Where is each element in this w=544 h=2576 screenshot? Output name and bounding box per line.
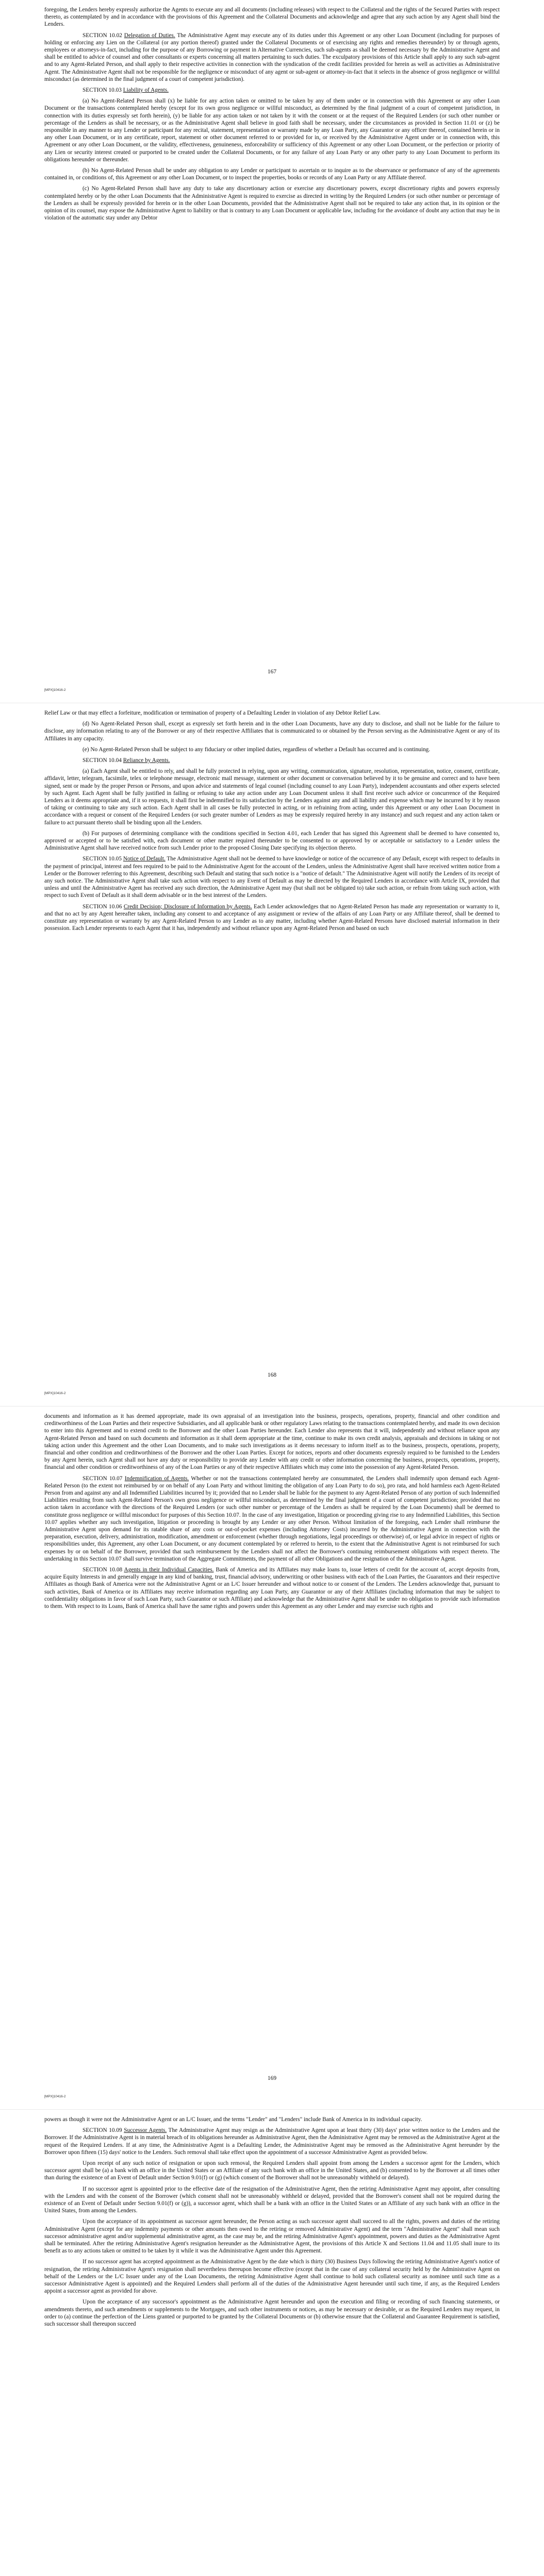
paragraph-text: The Administrative Agent may execute any of its duties under this Agreement or any other Loan Document (including for purposes of holding or enforcing any Lien on the Collateral (or any portion thereof) granted under the Collateral Documents or of exercising any rights and remedies thereunder) by or through agents, employees or attorneys-in-fact, including for the purpose of any Borrowing or payment in Alternative Currencies, such sub-agents as shall be deemed necessary by the Administrative Agent and shall be entitled to advice of counsel and other consultants or experts concerning all matters pertaining to such duties. The exculpatory provisions of this Article shall apply to any such sub-agent and to any Agent-Related Person, and shall apply to their respective activities in connection with the syndication of the credit facilities provided for herein as well as activities as Administrative Agent. The Administrative Agent shall not be responsible for the negligence or misconduct of any agent or sub-agent or attorney-in-fact that it selects in the absence of gross negligence or willful misconduct (as determined in the final judgment of a court of competent jurisdiction). [44, 32, 500, 82]
paragraph [44, 1475, 500, 1563]
paragraph [44, 746, 500, 753]
paragraph-text: The Administrative Agent may resign as the Administrative Agent upon at least thirty (30) days' prior written notice to the Lenders and the Borrower. If the Administrative Agent is in material breach of its obligations hereunder as Administrative Agent, then the Administrative Agent may be removed as the Administrative Agent at the request of the Required Lenders. If at any time, the Administrative Agent is a Defaulting Lender, the Administrative Agent may be removed as the Administrative Agent hereunder by the Borrower upon fifteen (15) days' notice to the Lenders. Such removal shall take effect upon the appointment of a successor Administrative Agent as provided below. [44, 2127, 500, 2156]
paragraph-text: Upon the acceptance of its appointment as successor agent hereunder, the Person acting as such successor agent shall succeed to all the rights, powers and duties of the retiring Administrative Agent (except for any indemnity payments or other amounts then owed to the retiring or removed Administrative Agent) and the term "Administrative Agent" shall mean such successor administrative agent and/or supplemental administrative agent, as the case may be, and the retiring Administrative Agent's appointment, powers and duties as the Administrative Agent shall be terminated. After the retiring Administrative Agent's resignation hereunder as the Administrative Agent, the provisions of this Article X and Sections 11.04 and 11.05 shall inure to its benefit as to any actions taken or omitted to be taken by it while it was the Administrative Agent under this Agreement. [44, 2218, 500, 2255]
paragraph [44, 32, 500, 83]
paragraph [44, 709, 500, 717]
paragraph [44, 1566, 500, 1610]
paragraph-text: Each Lender acknowledges that no Agent-Related Person has made any representation or warranty to it, and that no act by any Agent hereafter taken, including any consent to and acceptance of any assignment or review of the affairs of any Loan Party or any Affiliate thereof, shall be deemed to constitute any representation or warranty by any Agent-Related Person to any Lender as to any matter, including whether Agent-Related Persons have disclosed material information in their possession. Each Lender represents to each Agent that it has, independently and without reliance upon any Agent-Related Person and based on such [44, 903, 500, 932]
page-168 [0, 703, 544, 1406]
paragraph [44, 768, 500, 826]
paragraph [44, 2160, 500, 2182]
paragraph-text: (a) No Agent-Related Person shall (x) be liable for any action taken or omitted to be taken by any of them under or in connection with this Agreement or any other Loan Document or the transactions contemplated hereby (except for its own gross negligence or willful misconduct, as determined by the final judgment of a court of competent jurisdiction, in connection with its duties expressly set forth herein), (y) be liable for any action taken or not taken by it with the consent or at the request of the Required Lenders (or such other number or percentage of the Lenders as shall be necessary, or as the Administrative Agent shall believe in good faith shall be necessary, under the circumstances as provided in Section 11.01 or (z) be responsible in any manner to any Lender or participant for any recital, statement, representation or warranty made by any Loan Party, any Guarantor or any officer thereof, contained herein or in any other Loan Document, or in any certificate, report, statement or other document referred to or provided for in, or received by the Administrative Agent under or in connection with, this Agreement or any other Loan Document, or the validity, effectiveness, genuineness, enforceability or sufficiency of this Agreement or any other Loan Document, or the perfection or priority of any Lien or security interest created or purported to be created under the Collateral Documents, or for any failure of any Loan Party or any other party to any Loan Document to perform its obligations hereunder or thereunder. [44, 98, 500, 163]
page-number: 168 [267, 1372, 277, 1378]
section-heading: SECTION 10.07 Indemnification of Agents. [83, 1475, 189, 1482]
paragraph [44, 185, 500, 222]
document-code: [MPX]10416-2 [44, 2095, 66, 2098]
section-heading: SECTION 10.04 Reliance by Agents. [83, 757, 170, 764]
paragraph [44, 6, 500, 28]
paragraph-text: Upon the acceptance of any successor's appointment as the Administrative Agent hereunder and upon the execution and filing or recording of such financing statements, or amendments thereto, and such amendments or supplements to the Mortgages, and such other instruments or notices, as may be necessary or desirable, or as the Required Lenders may request, in order to (a) continue the perfection of the Liens granted or purported to be granted by the Collateral Documents or (b) otherwise ensure that the Collateral and Guarantee Requirement is satisfied, such successor shall thereupon succeed [44, 2299, 500, 2328]
paragraph-text: (a) Each Agent shall be entitled to rely, and shall be fully protected in relying, upon any writing, communication, signature, resolution, representation, notice, consent, certificate, affidavit, letter, telegram, facsimile, telex or telephone message, electronic mail message, statement or other document or conversation believed by it to be genuine and correct and to have been signed, sent or made by the proper Person or Persons, and upon advice and statements of legal counsel (including counsel to any Loan Party), independent accountants and other experts selected by such Agent. Each Agent shall be fully justified in failing or refusing to take any action under any Loan Document unless it shall first receive such advice or concurrence of the Required Lenders as it deems appropriate and, if it so requests, it shall first be indemnified to its satisfaction by the Lenders against any and all liability and expense which may be incurred by it by reason of taking or continuing to take any such action. Each Agent shall in all cases be fully protected in acting, or in refraining from acting, under this Agreement or any other Loan Document in accordance with a request or consent of the Required Lenders (or such greater number of Lenders as may be expressly required hereby in any instance) and such request and any action taken or failure to act pursuant thereto shall be binding upon all the Lenders. [44, 768, 500, 826]
paragraph-text: Bank of America and its Affiliates may make loans to, issue letters of credit for the account of, accept deposits from, acquire Equity Interests in and generally engage in any kind of banking, trust, financial advisory, underwriting or other business with each of the Loan Parties, the Guarantors and their respective Affiliates as though Bank of America were not the Administrative Agent or an L/C Issuer hereunder and without notice to or consent of the Lenders. The Lenders acknowledge that, pursuant to such activities, Bank of America or its Affiliates may receive information regarding any Loan Party, any Guarantor or any of their Affiliates (including information that may be subject to confidentiality obligations in favor of such Loan Party, such Guarantor or such Affiliate) and acknowledge that the Administrative Agent shall be under no obligation to provide such information to them. With respect to its Loans, Bank of America shall have the same rights and powers under this Agreement as any other Lender and may exercise such rights and [44, 1567, 500, 1610]
page-169 [0, 1406, 544, 2110]
paragraph [44, 1413, 500, 1471]
section-heading: SECTION 10.05 Notice of Default. [83, 856, 166, 862]
paragraph-text: Whether or not the transactions contemplated hereby are consummated, the Lenders shall indemnify upon demand each Agent-Related Person (to the extent not reimbursed by or on behalf of any Loan Party and without limiting the obligation of any Loan Party to do so), pro rata, and hold harmless each Agent-Related Person from and against any and all Indemnified Liabilities incurred by it; provided that no Lender shall be liable for the payment to any Agent-Related Person of any portion of such Indemnified Liabilities resulting from such Agent-Related Person's own gross negligence or willful misconduct, as determined by the final judgment of a court of competent jurisdiction; provided that no action taken in accordance with the directions of the Required Lenders (or such other number or percentage of the Lenders as shall be required by the Loan Documents) shall be deemed to constitute gross negligence or willful misconduct for purposes of this Section 10.07. In the case of any investigation, litigation or proceeding giving rise to any Indemnified Liabilities, this Section 10.07 applies whether any such investigation, litigation or proceeding is brought by any Lender or any other Person. Without limitation of the foregoing, each Lender shall reimburse the Administrative Agent upon demand for its ratable share of any costs or out-of-pocket expenses (including Attorney Costs) incurred by the Administrative Agent in connection with the preparation, execution, delivery, administration, modification, amendment or enforcement (whether through negotiations, legal proceedings or otherwise) of, or legal advice in respect of rights or responsibilities under, this Agreement, any other Loan Document, or any document contemplated by or referred to herein, to the extent that the Administrative Agent is not reimbursed for such expenses by or on behalf of the Borrower, provided that such reimbursement by the Lenders shall not affect the Borrower's continuing reimbursement obligations with respect thereto. The undertaking in this Section 10.07 shall survive termination of the Aggregate Commitments, the payment of all other Obligations and the resignation of the Administrative Agent. [44, 1475, 500, 1562]
paragraph [44, 757, 500, 764]
paragraph-text: (c) No Agent-Related Person shall have any duty to take any discretionary action or exercise any discretionary powers, except discretionary rights and powers expressly contemplated hereby or by the other Loan Documents that the Administrative Agent is required to exercise as directed in writing by the Required Lenders (or such other number or percentage of the Lenders as shall be expressly provided for herein or in the other Loan Documents, provided that the Administrative Agent shall not be required to take any action that, in its opinion or the opinion of its counsel, may expose the Administrative Agent to liability or that is contrary to any Loan Document or applicable law, including for the avoidance of doubt any action that may be in violation of the automatic stay under any Debtor [44, 185, 500, 222]
document-code: [MPX]10416-2 [44, 1392, 66, 1395]
paragraph [44, 2127, 500, 2156]
paragraph [44, 2185, 500, 2215]
page-167 [0, 0, 544, 703]
paragraph [44, 855, 500, 899]
paragraph [44, 2218, 500, 2255]
paragraph-text: (e) No Agent-Related Person shall be subject to any fiduciary or other implied duties, regardless of whether a Default has occurred and is continuing. [83, 746, 431, 753]
paragraph [44, 167, 500, 181]
paragraph-text: The Administrative Agent shall not be deemed to have knowledge or notice of the occurrence of any Default, except with respect to defaults in the payment of principal, interest and fees required to be paid to the Administrative Agent for the account of the Lenders, unless the Administrative Agent shall have received written notice from a Lender or the Borrower referring to this Agreement, describing such Default and stating that such notice is a "notice of default." The Administrative Agent will notify the Lenders of its receipt of any such notice. The Administrative Agent shall take such action with respect to any Event of Default as may be directed by the Required Lenders in accordance with Article IX, provided that unless and until the Administrative Agent has received any such direction, the Administrative Agent may (but shall not be obligated to) take such action, or refrain from taking such action, with respect to such Event of Default as it shall deem advisable or in the best interest of the Lenders. [44, 856, 500, 899]
paragraph [44, 720, 500, 742]
section-heading: SECTION 10.06 Credit Decision; Disclosure of Information by Agents. [83, 903, 252, 910]
section-heading: SECTION 10.08 Agents in their Individual Capacities. [83, 1567, 214, 1573]
paragraph-text: powers as though it were not the Administrative Agent or an L/C Issuer, and the terms "Lender" and "Lenders" include Bank of America in its individual capacity. [44, 2116, 422, 2123]
paragraph-text: (b) No Agent-Related Person shall be under any obligation to any Lender or participant to ascertain or to inquire as to the observance or performance of any of the agreements contained in, or conditions of, this Agreement or any other Loan Document, or to inspect the properties, books or records of any Loan Party or any Affiliate thereof. [44, 167, 500, 181]
paragraph [44, 87, 500, 94]
paragraph-text: Relief Law or that may effect a forfeiture, modification or termination of property of a Defaulting Lender in violation of any Debtor Relief Law. [44, 710, 381, 716]
paragraph [44, 830, 500, 852]
paragraph-text: documents and information as it has deemed appropriate, made its own appraisal of an investigation into the business, prospects, operations, property, financial and other condition and creditworthiness of the Loan Parties and their respective Subsidiaries, and all applicable bank or other regulatory Laws relating to the transactions contemplated hereby, and made its own decision to enter into this Agreement and to extend credit to the Borrower and the other Loan Parties hereunder. Each Lender also represents that it will, independently and without reliance upon any Agent-Related Person and based on such documents and information as it shall deem appropriate at the time, continue to make its own credit analysis, appraisals and decisions in taking or not taking action under this Agreement and the other Loan Documents, and to make such investigations as it deems necessary to inform itself as to the business, prospects, operations, property, financial and other condition and creditworthiness of the Borrower and the other Loan Parties. Except for notices, reports and other documents expressly required to be furnished to the Lenders by any Agent herein, such Agent shall not have any duty or responsibility to provide any Lender with any credit or other information concerning the business, prospects, operations, property, financial and other condition or creditworthiness of any of the Loan Parties or any of their respective Affiliates which may come into the possession of any Agent-Related Person. [44, 1413, 500, 1471]
paragraph-text: foregoing, the Lenders hereby expressly authorize the Agents to execute any and all documents (including releases) with respect to the Collateral and the rights of the Secured Parties with respect thereto, as contemplated by and in accordance with the provisions of this Agreement and the Collateral Documents and acknowledge and agree that any such action by any Agent shall bind the Lenders. [44, 7, 500, 28]
section-heading: SECTION 10.02 Delegation of Duties. [83, 32, 175, 39]
paragraph [44, 97, 500, 163]
section-heading: SECTION 10.03 Liability of Agents. [83, 87, 169, 94]
page-number: 169 [267, 2075, 277, 2081]
paragraph-text: If no successor agent is appointed prior to the effective date of the resignation of the Administrative Agent, then the retiring Administrative Agent may appoint, after consulting with the Lenders and with the consent of the Borrower (which consent shall not be unreasonably withheld or delayed, provided that the Borrower's consent shall not be required during the existence of an Event of Default under Section 9.01(f) or (g)), a successor agent, which shall be a bank with an office in the United States or an Affiliate of any such bank with an office in the United States, from among the Lenders. [44, 2185, 500, 2214]
paragraph-text: Upon receipt of any such notice of resignation or upon such removal, the Required Lenders shall appoint from among the Lenders a successor agent for the Lenders, which successor agent shall be (a) a bank with an office in the United States or an Affiliate of any such bank with an office in the United States, and (b) consented to by the Borrower at all times other than during the existence of an Event of Default under Section 9.01(f) or (g) (which consent of the Borrower shall not be unreasonably withheld or delayed). [44, 2160, 500, 2181]
paragraph-text: (d) No Agent-Related Person shall, except as expressly set forth herein and in the other Loan Documents, have any duty to disclose, and shall not be liable for the failure to disclose, any information relating to any of the Borrower or any of their respective Affiliates that is communicated to or obtained by the Person serving as the Administrative Agent or any of its Affiliates in any capacity. [44, 721, 500, 742]
paragraph-text: (b) For purposes of determining compliance with the conditions specified in Section 4.01, each Lender that has signed this Agreement shall be deemed to have consented to, approved or accepted or to be satisfied with, each document or other matter required thereunder to be consented to or approved by or acceptable or satisfactory to a Lender unless the Administrative Agent shall have received notice from such Lender prior to the proposed Closing Date specifying its objection thereto. [44, 830, 500, 852]
section-heading: SECTION 10.09 Successor Agents. [83, 2127, 167, 2134]
page-170 [0, 2110, 544, 2576]
paragraph [44, 2258, 500, 2295]
document-code: [MPX]10416-2 [44, 688, 66, 692]
page-number: 167 [267, 669, 277, 675]
paragraph-text: If no successor agent has accepted appointment as the Administrative Agent by the date which is thirty (30) Business Days following the retiring Administrative Agent's notice of resignation, the retiring Administrative Agent's resignation shall nevertheless thereupon become effective (except that in the case of any collateral security held by the Administrative Agent on behalf of the Lenders or the L/C Issuer under any of the Loan Documents, the retiring Administrative Agent shall continue to hold such collateral security as nominee until such time as a successor Administrative Agent is appointed) and the Required Lenders shall perform all of the duties of the Administrative Agent hereunder until such time, if any, as the Required Lenders appoint a successor agent as provided for above. [44, 2259, 500, 2295]
paragraph [44, 2298, 500, 2328]
paragraph [44, 2116, 500, 2123]
paragraph [44, 903, 500, 933]
